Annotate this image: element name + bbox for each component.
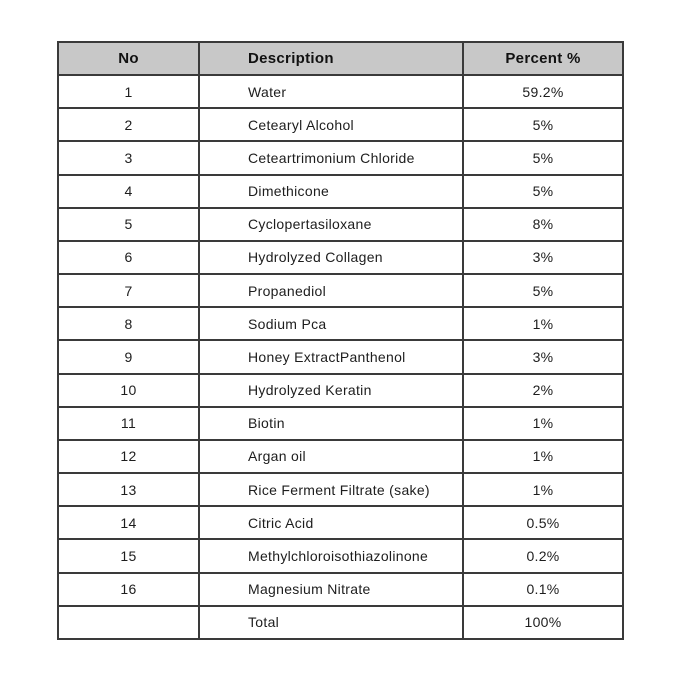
- cell-description: Rice Ferment Filtrate (sake): [199, 473, 463, 506]
- table-row: [58, 175, 623, 208]
- cell-no: 2: [58, 108, 199, 141]
- cell-percent: 5%: [463, 175, 623, 208]
- cell-no: 5: [58, 208, 199, 241]
- cell-description: Citric Acid: [199, 506, 463, 539]
- cell-description: Cyclopertasiloxane: [199, 208, 463, 241]
- cell-percent: 1%: [463, 473, 623, 506]
- cell-description: Sodium Pca: [199, 307, 463, 340]
- cell-description: Total: [199, 606, 463, 639]
- table-row: [58, 473, 623, 506]
- cell-percent: 5%: [463, 141, 623, 174]
- cell-description: Hydrolyzed Collagen: [199, 241, 463, 274]
- table-row: [58, 407, 623, 440]
- cell-percent: 8%: [463, 208, 623, 241]
- cell-no: 8: [58, 307, 199, 340]
- cell-no: 11: [58, 407, 199, 440]
- header-no: No: [58, 42, 199, 75]
- cell-percent: 1%: [463, 407, 623, 440]
- table-row: [58, 208, 623, 241]
- cell-no: [58, 606, 199, 639]
- cell-description: Argan oil: [199, 440, 463, 473]
- table-row: [58, 440, 623, 473]
- table-row: [58, 573, 623, 606]
- cell-no: 13: [58, 473, 199, 506]
- cell-no: 1: [58, 75, 199, 108]
- cell-no: 4: [58, 175, 199, 208]
- table-row: [58, 340, 623, 373]
- table-row: [58, 241, 623, 274]
- cell-no: 16: [58, 573, 199, 606]
- cell-percent: 0.1%: [463, 573, 623, 606]
- table-row: [58, 374, 623, 407]
- cell-description: Magnesium Nitrate: [199, 573, 463, 606]
- cell-description: Propanediol: [199, 274, 463, 307]
- cell-no: 9: [58, 340, 199, 373]
- cell-description: Honey ExtractPanthenol: [199, 340, 463, 373]
- table-row: [58, 307, 623, 340]
- cell-no: 3: [58, 141, 199, 174]
- cell-description: Methylchloroisothiazolinone: [199, 539, 463, 572]
- cell-percent: 59.2%: [463, 75, 623, 108]
- cell-no: 10: [58, 374, 199, 407]
- cell-description: Biotin: [199, 407, 463, 440]
- cell-description: Ceteartrimonium Chloride: [199, 141, 463, 174]
- header-percent: Percent %: [463, 42, 623, 75]
- cell-percent: 3%: [463, 340, 623, 373]
- table-row: [58, 506, 623, 539]
- cell-no: 6: [58, 241, 199, 274]
- cell-percent: 0.2%: [463, 539, 623, 572]
- cell-no: 14: [58, 506, 199, 539]
- table-header: [58, 42, 623, 75]
- table-row: [58, 108, 623, 141]
- cell-no: 15: [58, 539, 199, 572]
- table-row: [58, 274, 623, 307]
- header-description: Description: [199, 42, 463, 75]
- cell-no: 7: [58, 274, 199, 307]
- cell-percent: 1%: [463, 440, 623, 473]
- cell-no: 12: [58, 440, 199, 473]
- cell-percent: 5%: [463, 108, 623, 141]
- table-row: [58, 606, 623, 639]
- ingredients-table: [57, 41, 624, 640]
- cell-percent: 1%: [463, 307, 623, 340]
- table-body: [58, 75, 623, 639]
- table-row: [58, 141, 623, 174]
- table-row: [58, 75, 623, 108]
- cell-percent: 2%: [463, 374, 623, 407]
- cell-percent: 100%: [463, 606, 623, 639]
- cell-description: Cetearyl Alcohol: [199, 108, 463, 141]
- cell-percent: 0.5%: [463, 506, 623, 539]
- cell-description: Water: [199, 75, 463, 108]
- cell-percent: 3%: [463, 241, 623, 274]
- header-row: [58, 42, 623, 75]
- cell-description: Dimethicone: [199, 175, 463, 208]
- table-row: [58, 539, 623, 572]
- cell-description: Hydrolyzed Keratin: [199, 374, 463, 407]
- cell-percent: 5%: [463, 274, 623, 307]
